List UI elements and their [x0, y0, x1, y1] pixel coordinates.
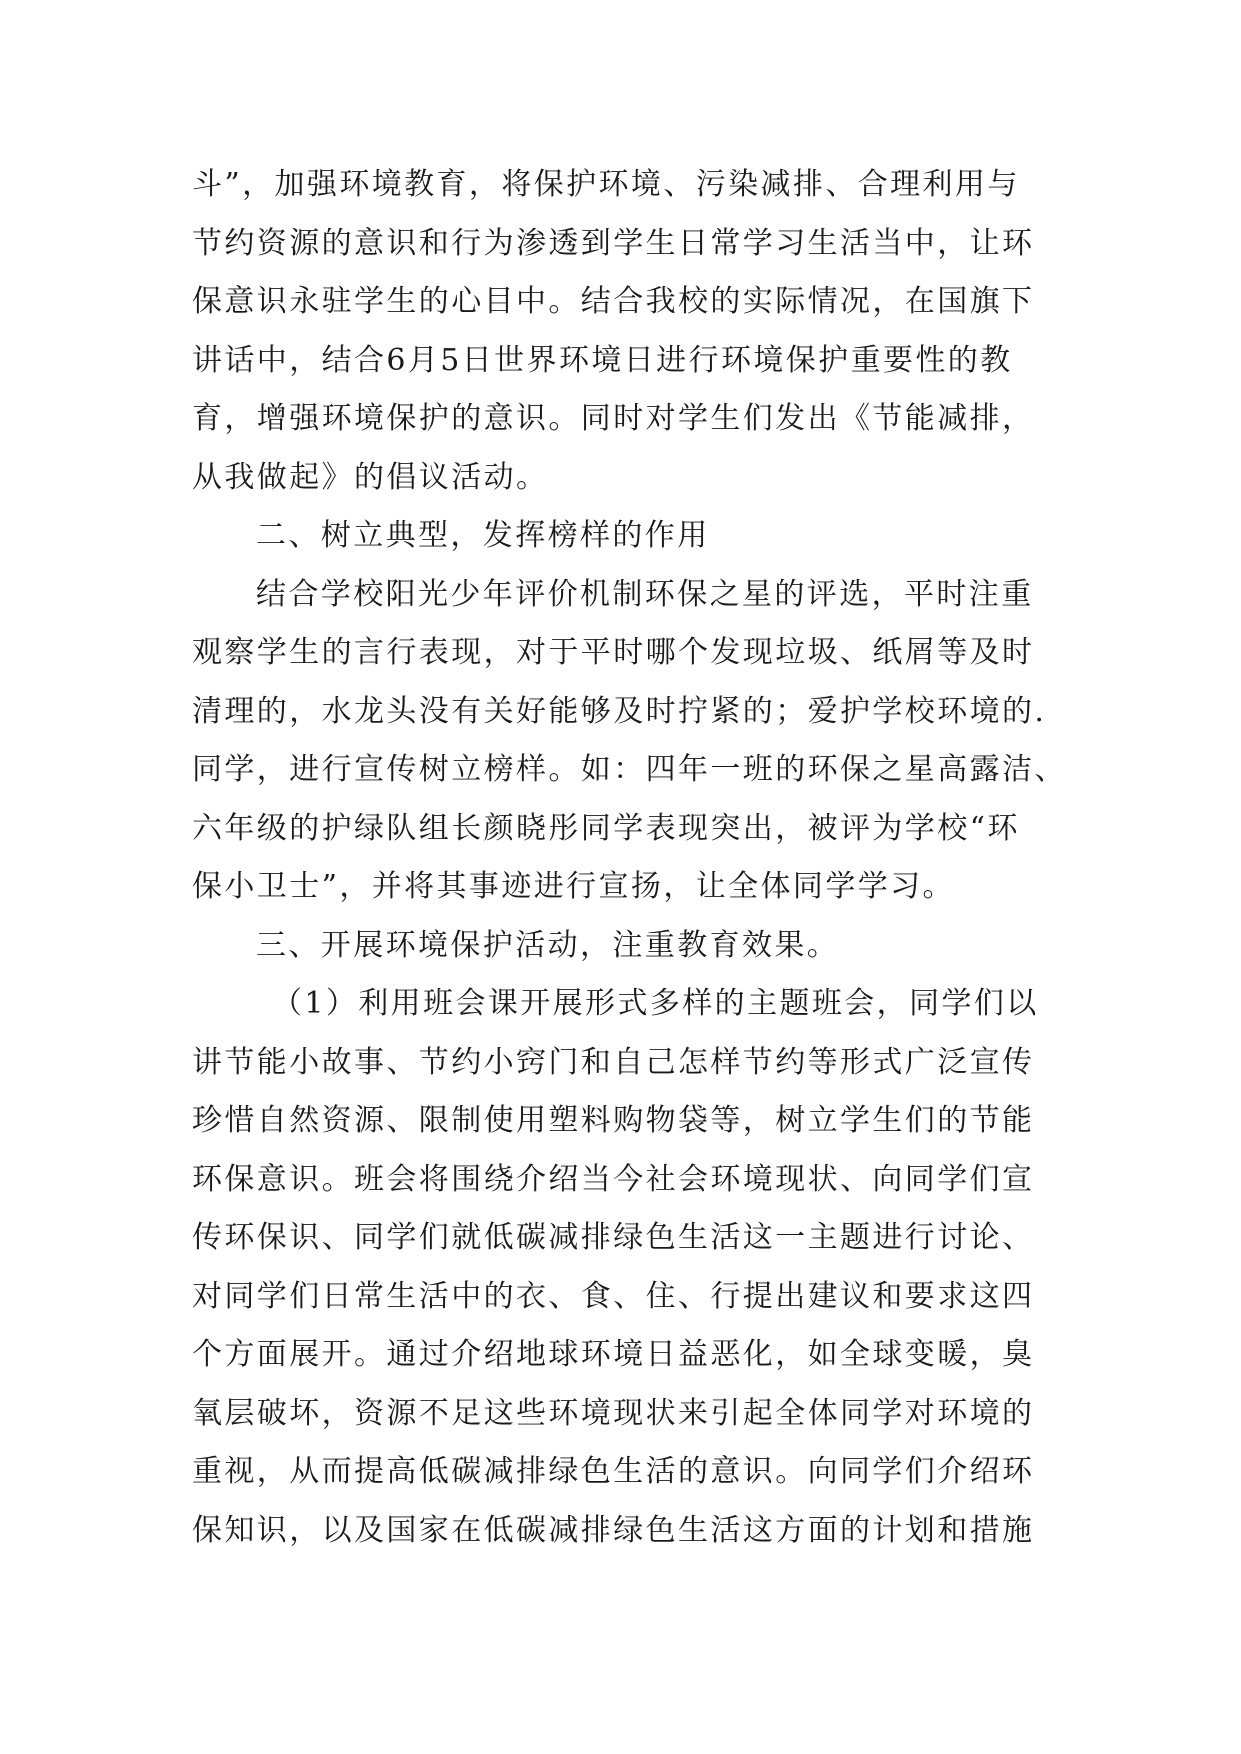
- paragraph-line: 珍惜自然资源、限制使用塑料购物袋等，树立学生们的节能: [192, 1103, 1035, 1138]
- paragraph-line: 保意识永驻学生的心目中。结合我校的实际情况，在国旗下: [192, 284, 1035, 319]
- paragraph-line: 节约资源的意识和行为渗透到学生日常学习生活当中，让环: [192, 225, 1035, 261]
- paragraph-line: 讲话中，结合6月5日世界环境日进行环境保护重要性的教: [192, 342, 1013, 378]
- section-heading: 三、开展环境保护活动，注重教育效果。: [256, 927, 840, 963]
- paragraph-line: 六年级的护绿队组长颜晓彤同学表现突出，被评为学校“环: [192, 810, 1020, 846]
- paragraph-line: 传环保识、同学们就低碳减排绿色生活这一主题进行讨论、: [192, 1220, 1035, 1255]
- section-heading: 二、树立典型，发挥榜样的作用: [256, 518, 710, 553]
- paragraph-line: 氧层破坏，资源不足这些环境现状来引起全体同学对环境的: [192, 1395, 1035, 1431]
- paragraph-line: 从我做起》的倡议活动。: [192, 459, 549, 495]
- paragraph-line: 清理的，水龙头没有关好能够及时拧紧的；爱护学校环境的.: [192, 693, 1047, 729]
- paragraph-line: （1）利用班会课开展形式多样的主题班会，同学们以: [272, 986, 1039, 1021]
- document-body: [192, 156, 1072, 1560]
- paragraph-line: 对同学们日常生活中的衣、食、住、行提出建议和要求这四: [192, 1278, 1035, 1314]
- paragraph-line: 个方面展开。通过介绍地球环境日益恶化，如全球变暖，臭: [192, 1337, 1035, 1372]
- paragraph-line: 环保意识。班会将围绕介绍当今社会环境现状、向同学们宣: [192, 1161, 1035, 1197]
- paragraph-line: 保知识，以及国家在低碳减排绿色生活这方面的计划和措施: [192, 1512, 1035, 1548]
- paragraph-line: 同学，进行宣传树立榜样。如：四年一班的环保之星高露洁、: [192, 752, 1067, 787]
- paragraph-line: 重视，从而提高低碳减排绿色生活的意识。向同学们介绍环: [192, 1454, 1035, 1489]
- paragraph-line: 讲节能小故事、节约小窍门和自己怎样节约等形式广泛宣传: [192, 1044, 1035, 1080]
- paragraph-line: 观察学生的言行表现，对于平时哪个发现垃圾、纸屑等及时: [192, 635, 1035, 670]
- paragraph-line: 育，增强环境保护的意识。同时对学生们发出《节能减排，: [192, 401, 1035, 436]
- paragraph-line: 保小卫士”，并将其事迹进行宣扬，让全体同学学习。: [192, 869, 955, 904]
- paragraph-line: 斗”，加强环境教育，将保护环境、污染减排、合理利用与: [192, 167, 1020, 202]
- paragraph-line: 结合学校阳光少年评价机制环保之星的评选，平时注重: [256, 576, 1034, 612]
